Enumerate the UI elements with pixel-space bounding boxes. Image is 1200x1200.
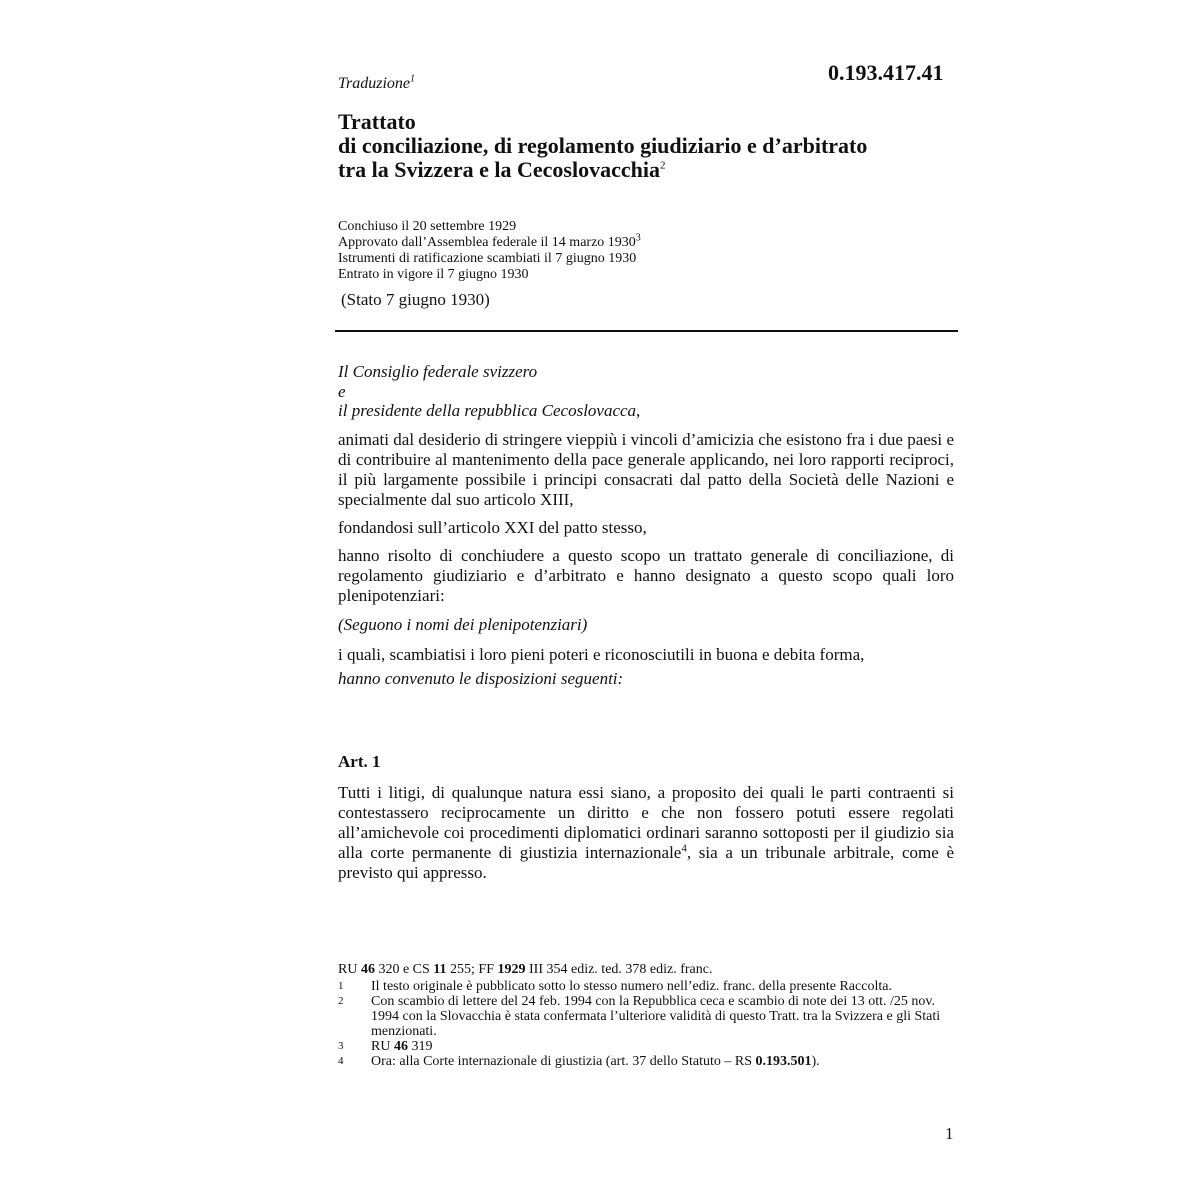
footnote-2: 2 Con scambio di lettere del 24 feb. 1994 con la Repubblica ceca e scambio di note dei 13 ott. /25 nov. 1994 con la Slovacchia è stata confermata l’ulteriore validità di questo Tratt. tra la Svizzera e gli Stati menzionati.	[338, 994, 941, 1039]
article-title: Art. 1	[338, 752, 381, 771]
footnote-4: 4 Ora: alla Corte internazionale di giustizia (art. 37 dello Statuto – RS 0.193.501).	[338, 1054, 820, 1069]
translation-label: Traduzione$^1$	[338, 73, 416, 92]
footnote-3: 3 RU 46 319	[338, 1039, 433, 1054]
footnote-ref: 2	[659, 159, 666, 172]
party-2: il presidente della repubblica Cecoslovacca,	[338, 401, 641, 420]
footnote-1: 1 Il testo originale è pubblicato sotto lo stesso numero nell’ediz. franc. della presente Raccolta.	[338, 979, 892, 994]
article-1-text: Tutti i litigi, di qualunque natura essi siano, a proposito dei quali le parti contraenti si contestassero reciprocamente un diritto e che non fossero potuti essere regolati all’amichevole coi procedimenti diplomatici ordinari saranno sottoposti per il giudizio sia alla corte permanente di giustizia internazionale$^4$, sia a un tribunale arbitrale, come è previsto qui appresso.	[338, 783, 954, 882]
conjunction: e	[338, 382, 346, 401]
sr-number: 0.193.417.41	[828, 60, 944, 85]
divider	[335, 330, 958, 332]
preamble-paragraph-2: fondandosi sull’articolo XXI del patto stesso,	[338, 518, 647, 537]
document-title: Trattato di conciliazione, di regolamento giudiziario e d’arbitrato tra la Svizzera e la Cecoslovacchia$^2$	[338, 109, 868, 182]
footnotes	[338, 962, 958, 1069]
party-1: Il Consiglio federale svizzero	[338, 362, 538, 381]
source-reference: RU 46 320 e CS 11 255; FF 1929 III 354 ediz. ted. 378 ediz. franc.	[338, 962, 713, 977]
footnote-ref: 3	[635, 232, 641, 244]
document-dates: Conchiuso il 20 settembre 1929 Approvato dall’Assemblea federale il 14 marzo 1930$^3$ Istrumenti di ratificazione scambiati il 7 giugno 1930 Entrato in vigore il 7 giugno 1930	[338, 219, 641, 282]
preamble-paragraph-3: hanno risolto di conchiudere a questo scopo un trattato generale di conciliazione, di regolamento giudiziario e d’arbitrato e hanno designato a questo scopo quali loro plenipotenziari:	[338, 546, 954, 605]
preamble-paragraph-6: hanno convenuto le disposizioni seguenti:	[338, 669, 624, 688]
preamble-paragraph-5: i quali, scambiatisi i loro pieni poteri e riconosciutili in buona e debita forma,	[338, 645, 865, 664]
footnote-ref: 1	[410, 73, 416, 85]
preamble-paragraph-4: (Seguono i nomi dei plenipotenziari)	[338, 615, 588, 634]
footnote-ref: 4	[681, 842, 687, 855]
preamble-paragraph-1: animati dal desiderio di stringere vieppiù i vincoli d’amicizia che esistono fra i due paesi e di contribuire al mantenimento della pace generale applicando, nei loro rapporti reciproci, il più largamente possibile i principi consacrati dal patto della Società delle Nazioni e specialmente dal suo articolo XIII,	[338, 430, 954, 509]
page-number: 1	[945, 1124, 954, 1143]
status-date: (Stato 7 giugno 1930)	[341, 290, 490, 309]
